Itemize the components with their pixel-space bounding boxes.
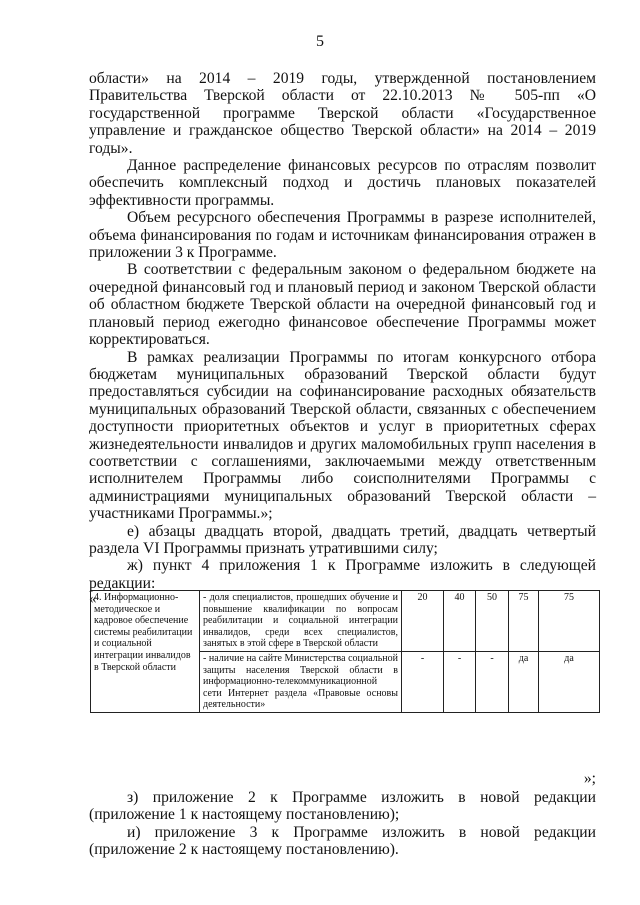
value-cell: - xyxy=(402,651,444,712)
paragraph: з) приложение 2 к Программе изложить в новой редакции (приложение 1 к настоящему постановлению); xyxy=(89,789,596,824)
value-cell: да xyxy=(539,651,600,712)
value-cell: да xyxy=(509,651,539,712)
paragraph: и) приложение 3 к Программе изложить в новой редакции (приложение 2 к настоящему постановлению). xyxy=(89,823,596,859)
program-indicators-table xyxy=(90,590,600,713)
paragraph: Объем ресурсного обеспечения Программы в разрезе исполнителей, объема финансирования по годам и источникам финансирования отражен в приложении 3 к Программе. xyxy=(89,209,596,262)
table-row xyxy=(91,591,600,652)
paragraph: ж) пункт 4 приложения 1 к Программе изложить в следующей редакции: xyxy=(89,557,596,592)
body-text xyxy=(89,70,596,607)
task-name-cell: 4. Информационно-методическое и кадровое обеспечение системы реабилитации и социальной интеграции инвалидов в Тверской области xyxy=(91,591,200,713)
open-quote: « xyxy=(89,591,97,608)
value-cell: 75 xyxy=(509,591,539,652)
value-cell: - xyxy=(444,651,476,712)
paragraph: В рамках реализации Программы по итогам конкурсного отбора бюджетам муниципальных образований Тверской области будут предоставляться субсидии на софинансирование расходных обязательств муниципальных образований Тверской области, связанных с обеспечением доступности приоритетных объектов и услуг в приоритетных сферах жизнедеятельности инвалидов и других маломобильных групп населения в соответствии с соглашениями, заключаемыми между ответственным исполнителем Программы либо соисполнителями Программы с администрациями муниципальных образований Тверской области – участниками Программы.»; xyxy=(89,348,596,523)
close-quote: »; xyxy=(583,770,596,787)
paragraph: Данное распределение финансовых ресурсов по отраслям позволит обеспечить комплексный подход и достичь плановых показателей эффективности программы. xyxy=(89,157,596,209)
indicator-cell: - доля специалистов, прошедших обучение и повышение квалификации по вопросам реабилитации и социальной интеграции инвалидов, среди всех специалистов, занятых в этой сфере в Тверской области xyxy=(200,591,402,652)
paragraph: е) абзацы двадцать второй, двадцать третий, двадцать четвертый раздела VI Программы признать утратившими силу; xyxy=(89,522,596,557)
value-cell: 75 xyxy=(539,591,600,652)
paragraph: области» на 2014 – 2019 годы, утвержденной постановлением Правительства Тверской области от 22.10.2013 № 505-пп «О государственной программе Тверской области «Государственное управление и гражданское общество Тверской области» на 2014 – 2019 годы». xyxy=(89,70,596,157)
indicator-cell: - наличие на сайте Министерства социальной защиты населения Тверской области в информационно-телекоммуникационной сети Интернет раздела «Правовые основы деятельности» xyxy=(200,651,402,712)
value-cell: 50 xyxy=(476,591,509,652)
value-cell: - xyxy=(476,651,509,712)
value-cell: 20 xyxy=(402,591,444,652)
paragraph: В соответствии с федеральным законом о федеральном бюджете на очередной финансовый год и плановый период и законом Тверской области об областном бюджете Тверской области на очередной финансовый год и плановый период ежегодно финансовое обеспечение Программы может корректироваться. xyxy=(89,261,596,349)
value-cell: 40 xyxy=(444,591,476,652)
after-table-text xyxy=(89,789,596,859)
page-number: 5 xyxy=(316,33,324,50)
